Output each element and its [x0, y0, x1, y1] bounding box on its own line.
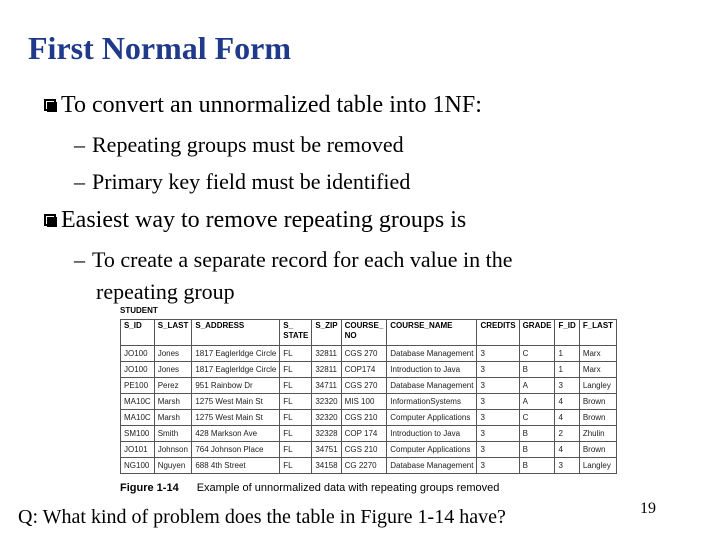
table-name: STUDENT	[120, 306, 158, 315]
table-cell: Zhulin	[579, 426, 616, 442]
table-cell: 3	[477, 362, 519, 378]
table-cell: 1275 West Main St	[192, 394, 280, 410]
column-header-line: S_ADDRESS	[195, 321, 245, 330]
table-cell: COP 174	[341, 426, 387, 442]
table-cell: Jones	[154, 362, 192, 378]
sub-bullet-repeating-groups	[74, 132, 404, 158]
table-cell: 34158	[312, 458, 341, 474]
table-cell: 1	[555, 362, 579, 378]
table-cell: 3	[555, 458, 579, 474]
question-text: Q: What kind of problem does the table in Figure 1-14 have?	[18, 506, 506, 528]
column-header	[555, 320, 579, 346]
table-cell: FL	[280, 378, 312, 394]
dash-icon: –	[74, 132, 85, 157]
table-cell: Marsh	[154, 394, 192, 410]
table-cell: CGS 270	[341, 378, 387, 394]
column-header-line: CREDITS	[480, 321, 516, 330]
sub-bullet-continuation: repeating group	[96, 279, 235, 304]
table-cell: Introduction to Java	[387, 362, 477, 378]
table-cell: 3	[477, 410, 519, 426]
table-cell: MA10C	[121, 394, 155, 410]
table-cell: FL	[280, 442, 312, 458]
column-header-line: NO	[344, 331, 357, 340]
table-cell: NG100	[121, 458, 155, 474]
table-cell: C	[519, 346, 555, 362]
table-cell: B	[519, 362, 555, 378]
column-header-line: COURSE_NAME	[390, 321, 453, 330]
table-cell: FL	[280, 458, 312, 474]
table-cell: 3	[477, 346, 519, 362]
table-cell: 1275 West Main St	[192, 410, 280, 426]
table-cell: JO100	[121, 362, 155, 378]
table-cell: Marx	[579, 362, 616, 378]
table-cell: 764 Johnson Place	[192, 442, 280, 458]
table-row	[121, 378, 617, 394]
sub-bullet-text: To create a separate record for each value in the	[92, 247, 513, 272]
table-cell: 1817 Eaglerldge Circle	[192, 346, 280, 362]
column-header-line: STATE	[283, 331, 309, 340]
column-header	[579, 320, 616, 346]
table-cell: Brown	[579, 410, 616, 426]
bullet-convert	[44, 92, 482, 119]
table-cell: 4	[555, 394, 579, 410]
column-header-line: F_ID	[558, 321, 576, 330]
page-number: 19	[640, 500, 656, 517]
table-cell: 32328	[312, 426, 341, 442]
column-header	[312, 320, 341, 346]
table-cell: A	[519, 378, 555, 394]
column-header	[154, 320, 192, 346]
table-cell: Nguyen	[154, 458, 192, 474]
table-cell: CGS 210	[341, 410, 387, 426]
table-cell: 3	[477, 442, 519, 458]
sub-bullet-separate-record	[74, 247, 512, 273]
table-cell: MA10C	[121, 410, 155, 426]
table-cell: Introduction to Java	[387, 426, 477, 442]
table-cell: Marsh	[154, 410, 192, 426]
table-cell: 1817 Eaglerldge Circle	[192, 362, 280, 378]
column-header	[477, 320, 519, 346]
table-cell: PE100	[121, 378, 155, 394]
table-cell: 688 4th Street	[192, 458, 280, 474]
table-row	[121, 410, 617, 426]
table-cell: Brown	[579, 394, 616, 410]
bullet-easiest-way	[44, 207, 466, 234]
table-cell: CGS 210	[341, 442, 387, 458]
table-cell: 428 Markson Ave	[192, 426, 280, 442]
table-cell: JO101	[121, 442, 155, 458]
sub-bullet-text: Primary key field must be identified	[92, 169, 411, 194]
table-cell: Johnson	[154, 442, 192, 458]
table-cell: Computer Applications	[387, 442, 477, 458]
table-cell: 3	[477, 458, 519, 474]
table-cell: 951 Rainbow Dr	[192, 378, 280, 394]
table-cell: 4	[555, 410, 579, 426]
figure-number: Figure 1-14	[120, 482, 179, 494]
table-cell: 2	[555, 426, 579, 442]
table-row	[121, 442, 617, 458]
square-bullet-icon	[44, 99, 56, 111]
column-header-line: F_LAST	[582, 321, 614, 330]
table-cell: Brown	[579, 442, 616, 458]
table-cell: FL	[280, 394, 312, 410]
slide-title: First Normal Form	[28, 30, 292, 66]
square-bullet-icon	[44, 214, 56, 226]
table-cell: Perez	[154, 378, 192, 394]
table-cell: FL	[280, 362, 312, 378]
table-cell: 32320	[312, 410, 341, 426]
bullet-text: Easiest way to remove repeating groups is	[61, 207, 467, 233]
table-cell: CG 2270	[341, 458, 387, 474]
column-header-line: S_LAST	[157, 321, 189, 330]
table-row	[121, 458, 617, 474]
table-cell: 3	[555, 378, 579, 394]
column-header	[280, 320, 312, 346]
table-cell: Database Management	[387, 458, 477, 474]
column-header	[121, 320, 155, 346]
table-cell: InformationSystems	[387, 394, 477, 410]
table-cell: SM100	[121, 426, 155, 442]
table-row	[121, 362, 617, 378]
table-cell: Jones	[154, 346, 192, 362]
column-header	[387, 320, 477, 346]
table-row	[121, 346, 617, 362]
table-cell: Smith	[154, 426, 192, 442]
table-cell: COP174	[341, 362, 387, 378]
table-cell: 4	[555, 442, 579, 458]
sub-bullet-text: Repeating groups must be removed	[92, 132, 404, 157]
column-header	[519, 320, 555, 346]
table-row	[121, 394, 617, 410]
table-cell: 32320	[312, 394, 341, 410]
table-cell: 32811	[312, 346, 341, 362]
table-cell: C	[519, 410, 555, 426]
student-table	[120, 319, 617, 474]
table-cell: MIS 100	[341, 394, 387, 410]
table-cell: B	[519, 458, 555, 474]
column-header	[192, 320, 280, 346]
table-header-row	[121, 320, 617, 346]
table-cell: FL	[280, 346, 312, 362]
table-cell: JO100	[121, 346, 155, 362]
column-header-line: S_ID	[124, 321, 142, 330]
column-header	[341, 320, 387, 346]
bullet-text: To convert an unnormalized table into 1NF:	[61, 92, 482, 118]
table-cell: 34711	[312, 378, 341, 394]
table-cell: Langley	[579, 458, 616, 474]
figure-caption	[120, 482, 499, 494]
dash-icon: –	[74, 247, 85, 272]
table-cell: Database Management	[387, 346, 477, 362]
table-cell: 3	[477, 426, 519, 442]
table-cell: Marx	[579, 346, 616, 362]
table-cell: Database Management	[387, 378, 477, 394]
table-cell: CGS 270	[341, 346, 387, 362]
table-cell: A	[519, 394, 555, 410]
table-cell: 34751	[312, 442, 341, 458]
column-header-line: COURSE_	[344, 321, 384, 330]
table-cell: B	[519, 426, 555, 442]
table-cell: FL	[280, 410, 312, 426]
dash-icon: –	[74, 169, 85, 194]
column-header-line: GRADE	[522, 321, 552, 330]
table-cell: Langley	[579, 378, 616, 394]
table-cell: FL	[280, 426, 312, 442]
table-row	[121, 426, 617, 442]
column-header-line: S_ZIP	[315, 321, 338, 330]
table-cell: Computer Applications	[387, 410, 477, 426]
sub-bullet-primary-key	[74, 169, 410, 195]
column-header-line: S_	[283, 321, 294, 330]
table-cell: 3	[477, 394, 519, 410]
table-cell: B	[519, 442, 555, 458]
table-cell: 3	[477, 378, 519, 394]
figure-caption-text: Example of unnormalized data with repeating groups removed	[196, 482, 500, 494]
table-cell: 32811	[312, 362, 341, 378]
table-cell: 1	[555, 346, 579, 362]
